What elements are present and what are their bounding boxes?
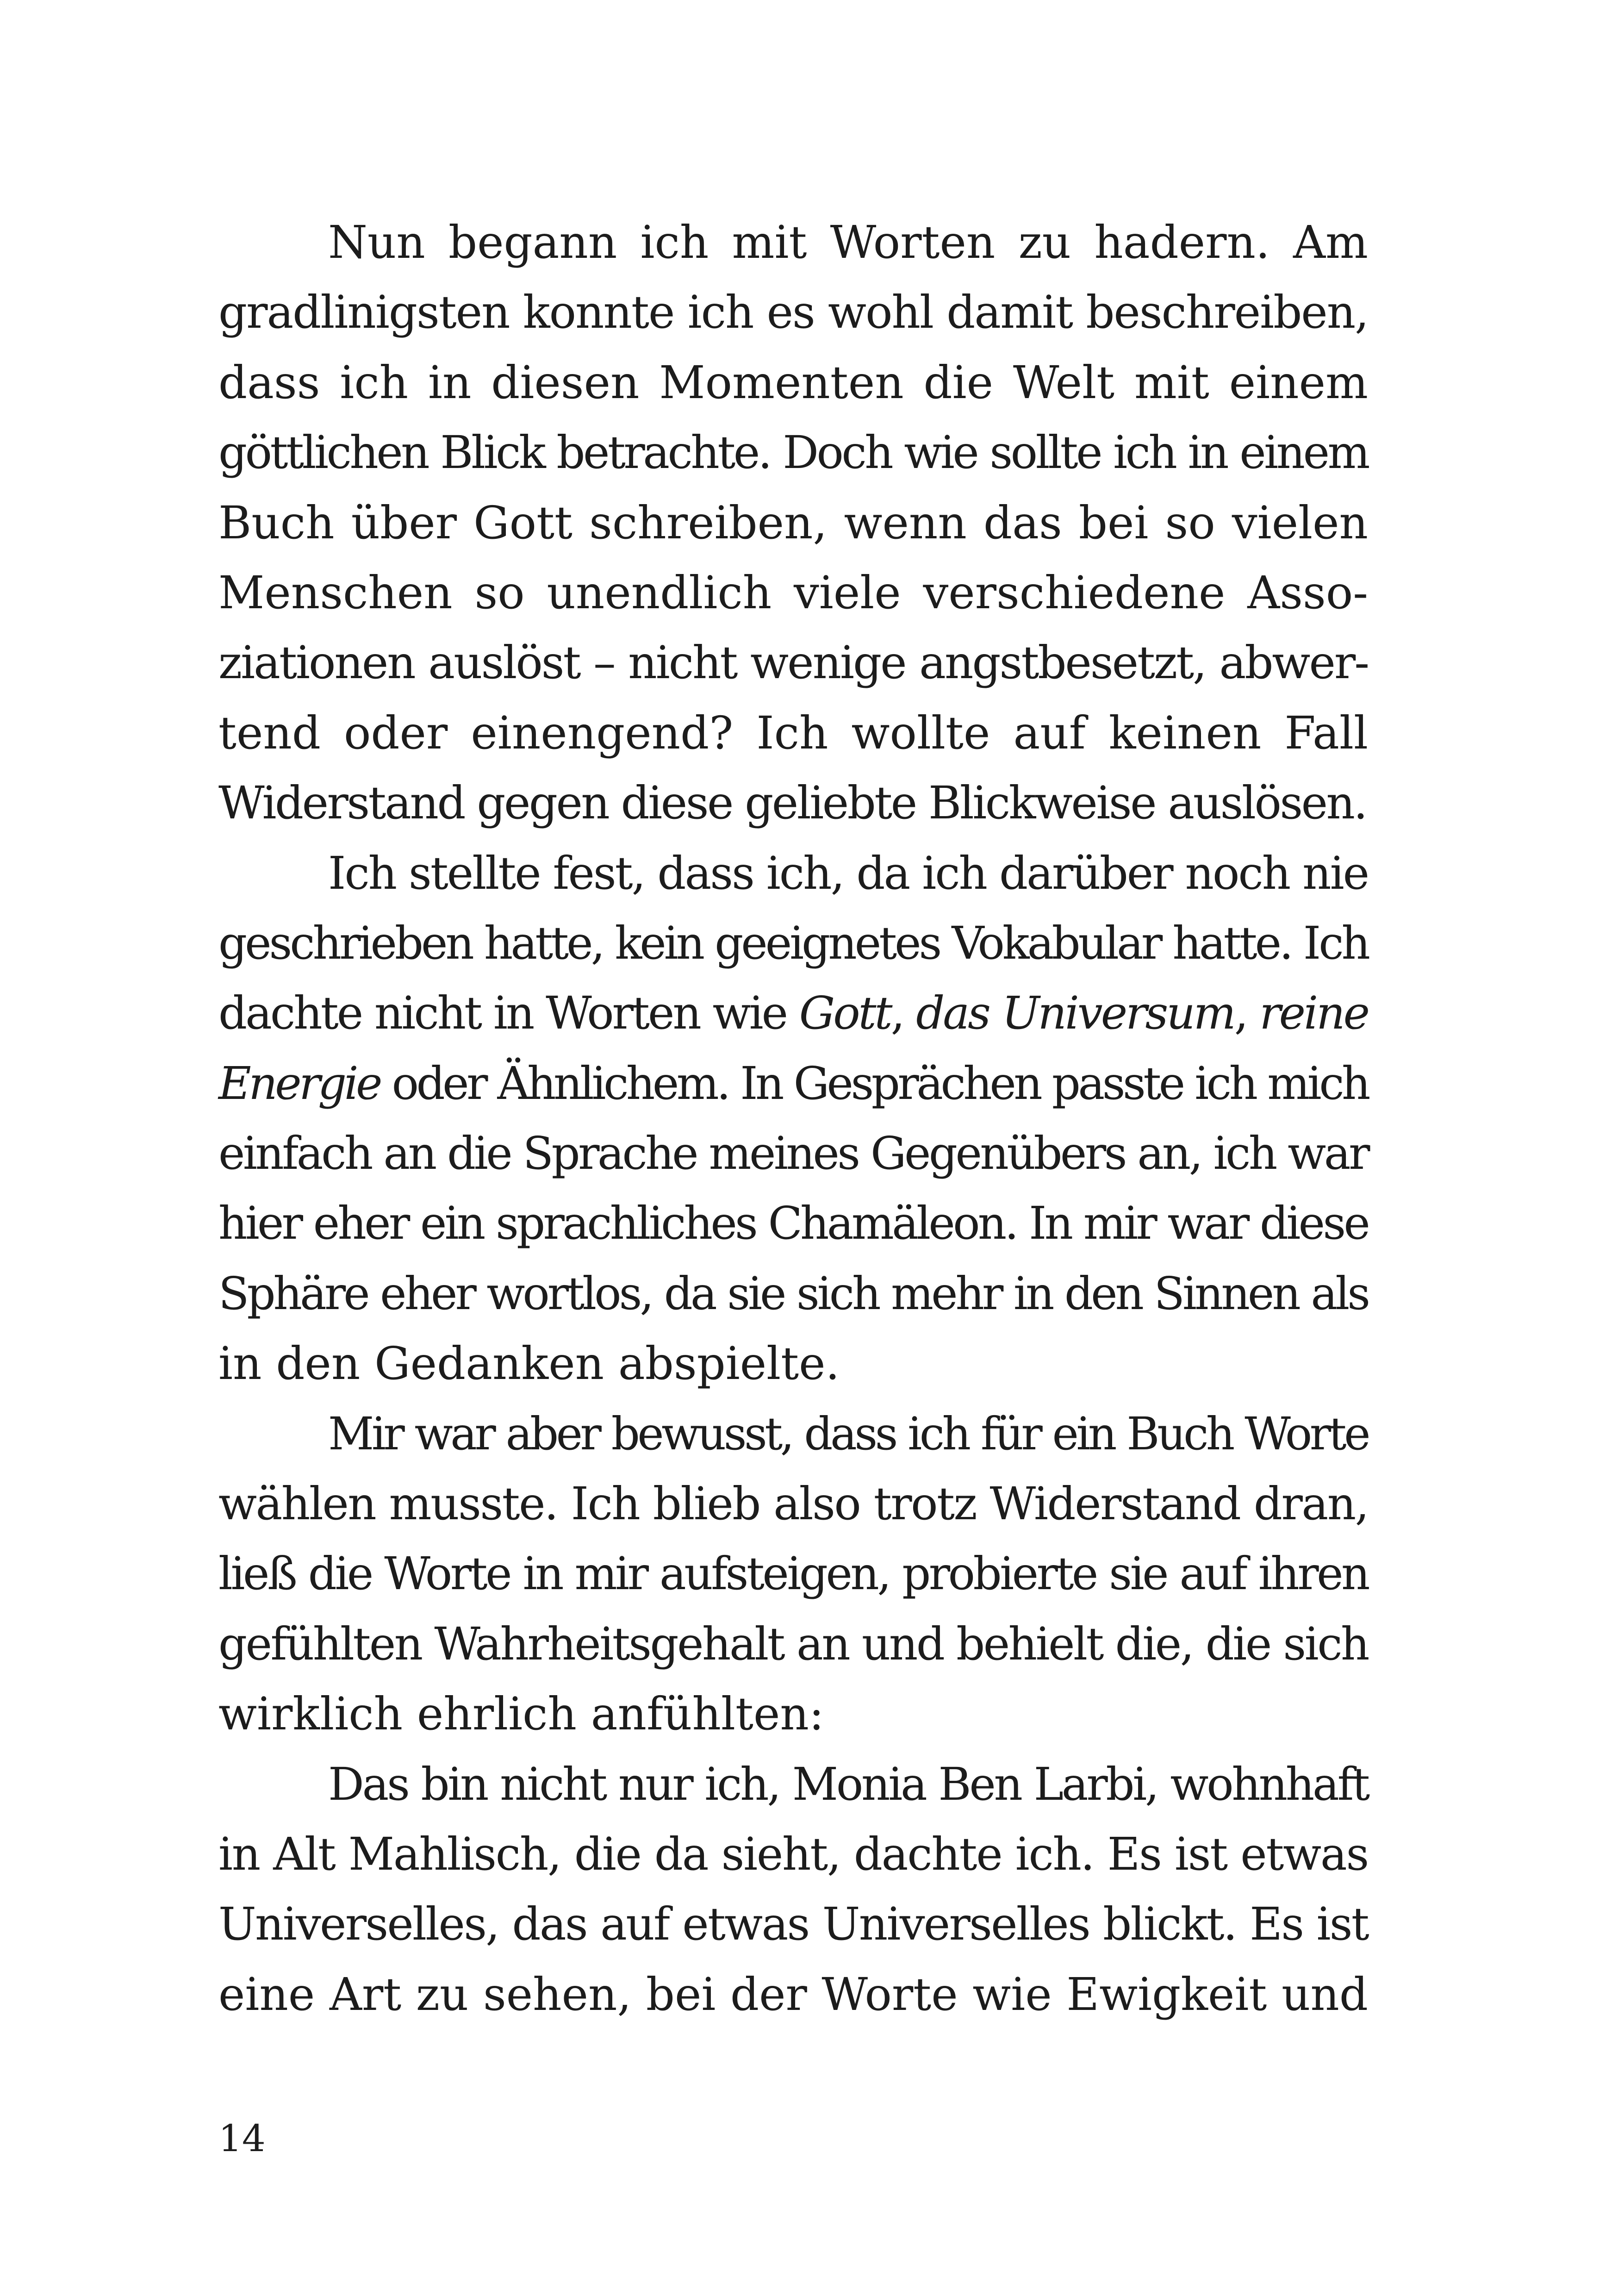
text-line (218, 908, 1368, 978)
text-run: tend oder einengend? Ich wollte auf keinen Fall (218, 706, 1368, 759)
text-run: ließ die Worte in mir aufsteigen, probierte sie auf ihren (218, 1547, 1368, 1600)
text-run: in den Gedanken abspielte. (218, 1337, 840, 1390)
text-line (218, 277, 1368, 347)
text-line (218, 558, 1368, 628)
text-run: in Alt Mahlisch, die da sieht, dachte ich. Es ist etwas (218, 1828, 1368, 1880)
text-run: Sphäre eher wortlos, da sie sich mehr in den Sinnen als (218, 1267, 1368, 1320)
text-line (218, 1539, 1368, 1609)
text-run: wählen musste. Ich blieb also trotz Widerstand dran, (218, 1478, 1368, 1530)
text-run: Widerstand gegen diese geliebte Blickweise auslösen. (218, 777, 1366, 830)
text-line (218, 1679, 1368, 1749)
text-line (218, 1819, 1368, 1889)
paragraph (218, 207, 1368, 838)
italic-text: Gott (799, 987, 891, 1040)
paragraph (218, 1749, 1368, 2030)
text-line (218, 698, 1368, 768)
text-line (218, 1609, 1368, 1679)
text-run: einfach an die Sprache meines Gegenübers an, ich war (218, 1127, 1368, 1180)
text-line (218, 418, 1368, 487)
italic-text: das Universum (916, 987, 1234, 1040)
text-run: ziationen auslöst – nicht wenige angstbesetzt, abwer- (218, 636, 1368, 689)
text-run: wirklich ehrlich anfühlten: (218, 1688, 824, 1741)
paragraph (218, 1399, 1368, 1749)
text-run: , (890, 987, 916, 1040)
text-line (218, 628, 1368, 698)
text-line (218, 1889, 1368, 1959)
text-run: Das bin nicht nur ich, Monia Ben Larbi, wohnhaft (328, 1758, 1368, 1810)
text-line (218, 1259, 1368, 1329)
text-line (218, 1399, 1368, 1469)
text-run: , (1234, 987, 1260, 1040)
text-run: hier eher ein sprachliches Chamäleon. In mir war diese (218, 1197, 1368, 1250)
text-run: dass ich in diesen Momenten die Welt mit einem (218, 356, 1368, 409)
text-line (218, 1329, 1368, 1398)
text-run: gradlinigsten konnte ich es wohl damit beschreiben, (218, 286, 1368, 339)
text-run: Buch über Gott schreiben, wenn das bei so vielen (218, 496, 1368, 549)
italic-text: reine (1259, 987, 1368, 1040)
text-run: dachte nicht in Worten wie (218, 987, 799, 1040)
italic-text: Energie (218, 1057, 380, 1110)
body-text (218, 207, 1368, 2029)
text-line (218, 978, 1368, 1048)
text-run: geschrieben hatte, kein geeignetes Vokabular hatte. Ich (218, 917, 1368, 969)
text-line (218, 488, 1368, 558)
text-line (218, 1188, 1368, 1258)
text-line (218, 1959, 1368, 2029)
text-line (218, 348, 1368, 418)
text-run: Mir war aber bewusst, dass ich für ein Buch Worte (328, 1407, 1368, 1460)
text-run: Nun begann ich mit Worten zu hadern. Am (328, 216, 1368, 268)
text-run: oder Ähnlichem. In Gesprächen passte ich mich (380, 1057, 1368, 1110)
paragraph (218, 838, 1368, 1399)
text-line (218, 1118, 1368, 1188)
text-line (218, 207, 1368, 277)
text-line (218, 838, 1368, 908)
page-number: 14 (218, 2117, 266, 2160)
text-run: Menschen so unendlich viele verschiedene Asso- (218, 566, 1368, 619)
text-run: gefühlten Wahrheitsgehalt an und behielt die, die sich (218, 1617, 1368, 1670)
text-line (218, 1469, 1368, 1539)
text-line (218, 768, 1368, 838)
text-run: Universelles, das auf etwas Universelles blickt. Es ist (218, 1898, 1368, 1951)
text-line (218, 1749, 1368, 1819)
text-run: eine Art zu sehen, bei der Worte wie Ewigkeit und (218, 1968, 1368, 2021)
text-line (218, 1048, 1368, 1118)
text-run: Ich stellte fest, dass ich, da ich darüber noch nie (328, 847, 1368, 899)
text-run: göttlichen Blick betrachte. Doch wie sollte ich in einem (218, 426, 1368, 479)
